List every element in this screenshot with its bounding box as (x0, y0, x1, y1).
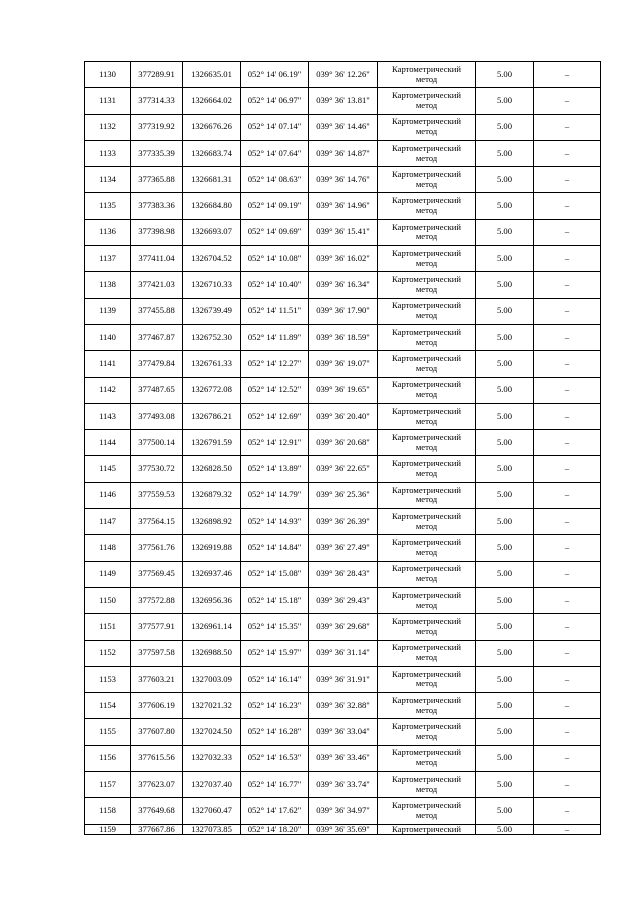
table-row (85, 719, 601, 745)
y-coordinate-cell: 1326752.30 (183, 324, 241, 350)
remark-cell: – (534, 403, 601, 429)
y-coordinate-cell: 1326683.74 (183, 140, 241, 166)
latitude-cell: 052° 14' 16.28" (241, 719, 309, 745)
longitude-cell: 039° 36' 33.74" (309, 772, 378, 798)
remark-cell: – (534, 298, 601, 324)
point-number-cell: 1145 (85, 456, 131, 482)
remark-cell: – (534, 561, 601, 587)
longitude-cell: 039° 36' 14.87" (309, 140, 378, 166)
method-cell: Картометрический метод (378, 772, 476, 798)
method-cell: Картометрический метод (378, 640, 476, 666)
point-number-cell: 1159 (85, 824, 131, 834)
method-cell: Картометрический метод (378, 798, 476, 824)
method-cell: Картометрический метод (378, 693, 476, 719)
remark-cell: – (534, 272, 601, 298)
y-coordinate-cell: 1326937.46 (183, 561, 241, 587)
accuracy-cell: 5.00 (476, 745, 534, 771)
table-row (85, 745, 601, 771)
longitude-cell: 039° 36' 18.59" (309, 324, 378, 350)
y-coordinate-cell: 1327060.47 (183, 798, 241, 824)
remark-cell: – (534, 88, 601, 114)
longitude-cell: 039° 36' 26.39" (309, 509, 378, 535)
accuracy-cell: 5.00 (476, 614, 534, 640)
latitude-cell: 052° 14' 15.08" (241, 561, 309, 587)
table-row (85, 219, 601, 245)
point-number-cell: 1147 (85, 509, 131, 535)
accuracy-cell: 5.00 (476, 482, 534, 508)
accuracy-cell: 5.00 (476, 140, 534, 166)
x-coordinate-cell: 377615.56 (131, 745, 183, 771)
latitude-cell: 052° 14' 15.97" (241, 640, 309, 666)
y-coordinate-cell: 1327024.50 (183, 719, 241, 745)
point-number-cell: 1153 (85, 666, 131, 692)
y-coordinate-cell: 1326761.33 (183, 351, 241, 377)
point-number-cell: 1131 (85, 88, 131, 114)
latitude-cell: 052° 14' 16.53" (241, 745, 309, 771)
point-number-cell: 1139 (85, 298, 131, 324)
method-cell: Картометрический метод (378, 482, 476, 508)
method-cell: Картометрический метод (378, 298, 476, 324)
remark-cell: – (534, 140, 601, 166)
coordinates-table (84, 61, 601, 835)
longitude-cell: 039° 36' 34.97" (309, 798, 378, 824)
method-cell: Картометрический (378, 824, 476, 834)
accuracy-cell: 5.00 (476, 377, 534, 403)
remark-cell: – (534, 167, 601, 193)
remark-cell: – (534, 745, 601, 771)
y-coordinate-cell: 1326704.52 (183, 246, 241, 272)
y-coordinate-cell: 1326676.26 (183, 114, 241, 140)
table-row (85, 456, 601, 482)
longitude-cell: 039° 36' 16.02" (309, 246, 378, 272)
y-coordinate-cell: 1326772.08 (183, 377, 241, 403)
remark-cell: – (534, 62, 601, 88)
table-row (85, 88, 601, 114)
accuracy-cell: 5.00 (476, 167, 534, 193)
latitude-cell: 052° 14' 12.91" (241, 430, 309, 456)
x-coordinate-cell: 377421.03 (131, 272, 183, 298)
remark-cell: – (534, 798, 601, 824)
method-cell: Картометрический метод (378, 535, 476, 561)
x-coordinate-cell: 377467.87 (131, 324, 183, 350)
method-cell: Картометрический метод (378, 114, 476, 140)
latitude-cell: 052° 14' 16.23" (241, 693, 309, 719)
longitude-cell: 039° 36' 12.26" (309, 62, 378, 88)
remark-cell: – (534, 535, 601, 561)
remark-cell: – (534, 324, 601, 350)
accuracy-cell: 5.00 (476, 351, 534, 377)
accuracy-cell: 5.00 (476, 88, 534, 114)
accuracy-cell: 5.00 (476, 693, 534, 719)
x-coordinate-cell: 377479.84 (131, 351, 183, 377)
accuracy-cell: 5.00 (476, 272, 534, 298)
accuracy-cell: 5.00 (476, 324, 534, 350)
point-number-cell: 1154 (85, 693, 131, 719)
x-coordinate-cell: 377530.72 (131, 456, 183, 482)
method-cell: Картометрический метод (378, 351, 476, 377)
latitude-cell: 052° 14' 12.27" (241, 351, 309, 377)
latitude-cell: 052° 14' 11.89" (241, 324, 309, 350)
y-coordinate-cell: 1326879.32 (183, 482, 241, 508)
accuracy-cell: 5.00 (476, 430, 534, 456)
remark-cell: – (534, 693, 601, 719)
accuracy-cell: 5.00 (476, 772, 534, 798)
accuracy-cell: 5.00 (476, 298, 534, 324)
point-number-cell: 1149 (85, 561, 131, 587)
x-coordinate-cell: 377649.68 (131, 798, 183, 824)
longitude-cell: 039° 36' 15.41" (309, 219, 378, 245)
longitude-cell: 039° 36' 19.07" (309, 351, 378, 377)
table-row (85, 193, 601, 219)
latitude-cell: 052° 14' 09.69" (241, 219, 309, 245)
latitude-cell: 052° 14' 07.14" (241, 114, 309, 140)
longitude-cell: 039° 36' 20.68" (309, 430, 378, 456)
longitude-cell: 039° 36' 14.76" (309, 167, 378, 193)
y-coordinate-cell: 1326961.14 (183, 614, 241, 640)
method-cell: Картометрический метод (378, 666, 476, 692)
longitude-cell: 039° 36' 14.96" (309, 193, 378, 219)
x-coordinate-cell: 377577.91 (131, 614, 183, 640)
y-coordinate-cell: 1326919.88 (183, 535, 241, 561)
y-coordinate-cell: 1327021.32 (183, 693, 241, 719)
accuracy-cell: 5.00 (476, 640, 534, 666)
method-cell: Картометрический метод (378, 456, 476, 482)
longitude-cell: 039° 36' 31.91" (309, 666, 378, 692)
point-number-cell: 1146 (85, 482, 131, 508)
accuracy-cell: 5.00 (476, 561, 534, 587)
y-coordinate-cell: 1326739.49 (183, 298, 241, 324)
table-row (85, 62, 601, 88)
latitude-cell: 052° 14' 11.51" (241, 298, 309, 324)
point-number-cell: 1156 (85, 745, 131, 771)
point-number-cell: 1142 (85, 377, 131, 403)
table-row (85, 535, 601, 561)
point-number-cell: 1132 (85, 114, 131, 140)
point-number-cell: 1144 (85, 430, 131, 456)
method-cell: Картометрический метод (378, 587, 476, 613)
x-coordinate-cell: 377398.98 (131, 219, 183, 245)
longitude-cell: 039° 36' 22.65" (309, 456, 378, 482)
y-coordinate-cell: 1326828.50 (183, 456, 241, 482)
remark-cell: – (534, 193, 601, 219)
table-row (85, 246, 601, 272)
remark-cell: – (534, 666, 601, 692)
x-coordinate-cell: 377667.86 (131, 824, 183, 834)
x-coordinate-cell: 377561.76 (131, 535, 183, 561)
table-row (85, 587, 601, 613)
point-number-cell: 1138 (85, 272, 131, 298)
x-coordinate-cell: 377365.88 (131, 167, 183, 193)
table-row (85, 324, 601, 350)
longitude-cell: 039° 36' 17.90" (309, 298, 378, 324)
point-number-cell: 1157 (85, 772, 131, 798)
latitude-cell: 052° 14' 09.19" (241, 193, 309, 219)
accuracy-cell: 5.00 (476, 403, 534, 429)
latitude-cell: 052° 14' 14.79" (241, 482, 309, 508)
point-number-cell: 1136 (85, 219, 131, 245)
method-cell: Картометрический метод (378, 430, 476, 456)
method-cell: Картометрический метод (378, 719, 476, 745)
remark-cell: – (534, 351, 601, 377)
point-number-cell: 1148 (85, 535, 131, 561)
accuracy-cell: 5.00 (476, 535, 534, 561)
y-coordinate-cell: 1326710.33 (183, 272, 241, 298)
method-cell: Картометрический метод (378, 272, 476, 298)
longitude-cell: 039° 36' 25.36" (309, 482, 378, 508)
table-row (85, 114, 601, 140)
point-number-cell: 1150 (85, 587, 131, 613)
coordinates-table-body (85, 62, 601, 835)
latitude-cell: 052° 14' 10.40" (241, 272, 309, 298)
latitude-cell: 052° 14' 14.93" (241, 509, 309, 535)
accuracy-cell: 5.00 (476, 587, 534, 613)
point-number-cell: 1158 (85, 798, 131, 824)
x-coordinate-cell: 377455.88 (131, 298, 183, 324)
table-row (85, 509, 601, 535)
longitude-cell: 039° 36' 33.46" (309, 745, 378, 771)
longitude-cell: 039° 36' 28.43" (309, 561, 378, 587)
remark-cell: – (534, 482, 601, 508)
x-coordinate-cell: 377623.07 (131, 772, 183, 798)
y-coordinate-cell: 1326898.92 (183, 509, 241, 535)
longitude-cell: 039° 36' 27.49" (309, 535, 378, 561)
latitude-cell: 052° 14' 14.84" (241, 535, 309, 561)
longitude-cell: 039° 36' 29.68" (309, 614, 378, 640)
x-coordinate-cell: 377319.92 (131, 114, 183, 140)
point-number-cell: 1141 (85, 351, 131, 377)
y-coordinate-cell: 1326693.07 (183, 219, 241, 245)
point-number-cell: 1134 (85, 167, 131, 193)
y-coordinate-cell: 1326956.36 (183, 587, 241, 613)
remark-cell: – (534, 640, 601, 666)
table-row (85, 430, 601, 456)
latitude-cell: 052° 14' 16.77" (241, 772, 309, 798)
remark-cell: – (534, 377, 601, 403)
point-number-cell: 1155 (85, 719, 131, 745)
point-number-cell: 1130 (85, 62, 131, 88)
table-row (85, 693, 601, 719)
table-row (85, 824, 601, 834)
method-cell: Картометрический метод (378, 377, 476, 403)
point-number-cell: 1135 (85, 193, 131, 219)
table-row (85, 298, 601, 324)
x-coordinate-cell: 377493.08 (131, 403, 183, 429)
table-row (85, 377, 601, 403)
longitude-cell: 039° 36' 13.81" (309, 88, 378, 114)
x-coordinate-cell: 377289.91 (131, 62, 183, 88)
method-cell: Картометрический метод (378, 88, 476, 114)
accuracy-cell: 5.00 (476, 219, 534, 245)
x-coordinate-cell: 377606.19 (131, 693, 183, 719)
table-row (85, 798, 601, 824)
remark-cell: – (534, 246, 601, 272)
accuracy-cell: 5.00 (476, 719, 534, 745)
remark-cell: – (534, 772, 601, 798)
latitude-cell: 052° 14' 13.89" (241, 456, 309, 482)
y-coordinate-cell: 1326664.02 (183, 88, 241, 114)
point-number-cell: 1137 (85, 246, 131, 272)
table-row (85, 140, 601, 166)
point-number-cell: 1152 (85, 640, 131, 666)
y-coordinate-cell: 1326681.31 (183, 167, 241, 193)
method-cell: Картометрический метод (378, 140, 476, 166)
point-number-cell: 1140 (85, 324, 131, 350)
longitude-cell: 039° 36' 33.04" (309, 719, 378, 745)
method-cell: Картометрический метод (378, 324, 476, 350)
x-coordinate-cell: 377572.88 (131, 587, 183, 613)
table-row (85, 482, 601, 508)
latitude-cell: 052° 14' 15.18" (241, 587, 309, 613)
latitude-cell: 052° 14' 12.52" (241, 377, 309, 403)
method-cell: Картометрический метод (378, 561, 476, 587)
table-row (85, 561, 601, 587)
accuracy-cell: 5.00 (476, 246, 534, 272)
remark-cell: – (534, 430, 601, 456)
x-coordinate-cell: 377500.14 (131, 430, 183, 456)
method-cell: Картометрический метод (378, 167, 476, 193)
y-coordinate-cell: 1326635.01 (183, 62, 241, 88)
latitude-cell: 052° 14' 18.20" (241, 824, 309, 834)
y-coordinate-cell: 1327073.85 (183, 824, 241, 834)
method-cell: Картометрический метод (378, 193, 476, 219)
longitude-cell: 039° 36' 19.65" (309, 377, 378, 403)
method-cell: Картометрический метод (378, 219, 476, 245)
y-coordinate-cell: 1327032.33 (183, 745, 241, 771)
y-coordinate-cell: 1327037.40 (183, 772, 241, 798)
remark-cell: – (534, 114, 601, 140)
x-coordinate-cell: 377564.15 (131, 509, 183, 535)
latitude-cell: 052° 14' 06.97" (241, 88, 309, 114)
accuracy-cell: 5.00 (476, 509, 534, 535)
latitude-cell: 052° 14' 12.69" (241, 403, 309, 429)
longitude-cell: 039° 36' 32.88" (309, 693, 378, 719)
y-coordinate-cell: 1327003.09 (183, 666, 241, 692)
x-coordinate-cell: 377603.21 (131, 666, 183, 692)
point-number-cell: 1143 (85, 403, 131, 429)
longitude-cell: 039° 36' 14.46" (309, 114, 378, 140)
method-cell: Картометрический метод (378, 509, 476, 535)
x-coordinate-cell: 377597.58 (131, 640, 183, 666)
remark-cell: – (534, 587, 601, 613)
remark-cell: – (534, 719, 601, 745)
x-coordinate-cell: 377314.33 (131, 88, 183, 114)
remark-cell: – (534, 509, 601, 535)
method-cell: Картометрический метод (378, 614, 476, 640)
table-row (85, 403, 601, 429)
x-coordinate-cell: 377487.65 (131, 377, 183, 403)
x-coordinate-cell: 377569.45 (131, 561, 183, 587)
accuracy-cell: 5.00 (476, 193, 534, 219)
table-row (85, 640, 601, 666)
x-coordinate-cell: 377383.36 (131, 193, 183, 219)
y-coordinate-cell: 1326791.59 (183, 430, 241, 456)
latitude-cell: 052° 14' 08.63" (241, 167, 309, 193)
latitude-cell: 052° 14' 16.14" (241, 666, 309, 692)
remark-cell: – (534, 824, 601, 834)
latitude-cell: 052° 14' 15.35" (241, 614, 309, 640)
table-row (85, 666, 601, 692)
latitude-cell: 052° 14' 17.62" (241, 798, 309, 824)
longitude-cell: 039° 36' 29.43" (309, 587, 378, 613)
method-cell: Картометрический метод (378, 246, 476, 272)
method-cell: Картометрический метод (378, 745, 476, 771)
accuracy-cell: 5.00 (476, 798, 534, 824)
accuracy-cell: 5.00 (476, 456, 534, 482)
latitude-cell: 052° 14' 07.64" (241, 140, 309, 166)
remark-cell: – (534, 614, 601, 640)
longitude-cell: 039° 36' 35.69" (309, 824, 378, 834)
latitude-cell: 052° 14' 06.19" (241, 62, 309, 88)
table-row (85, 614, 601, 640)
point-number-cell: 1133 (85, 140, 131, 166)
method-cell: Картометрический метод (378, 403, 476, 429)
latitude-cell: 052° 14' 10.08" (241, 246, 309, 272)
x-coordinate-cell: 377335.39 (131, 140, 183, 166)
method-cell: Картометрический метод (378, 62, 476, 88)
accuracy-cell: 5.00 (476, 824, 534, 834)
remark-cell: – (534, 219, 601, 245)
accuracy-cell: 5.00 (476, 62, 534, 88)
table-row (85, 351, 601, 377)
longitude-cell: 039° 36' 20.40" (309, 403, 378, 429)
x-coordinate-cell: 377607.80 (131, 719, 183, 745)
y-coordinate-cell: 1326684.80 (183, 193, 241, 219)
accuracy-cell: 5.00 (476, 114, 534, 140)
longitude-cell: 039° 36' 31.14" (309, 640, 378, 666)
table-row (85, 272, 601, 298)
table-row (85, 772, 601, 798)
accuracy-cell: 5.00 (476, 666, 534, 692)
x-coordinate-cell: 377411.04 (131, 246, 183, 272)
remark-cell: – (534, 456, 601, 482)
longitude-cell: 039° 36' 16.34" (309, 272, 378, 298)
table-row (85, 167, 601, 193)
x-coordinate-cell: 377559.53 (131, 482, 183, 508)
y-coordinate-cell: 1326988.50 (183, 640, 241, 666)
point-number-cell: 1151 (85, 614, 131, 640)
y-coordinate-cell: 1326786.21 (183, 403, 241, 429)
